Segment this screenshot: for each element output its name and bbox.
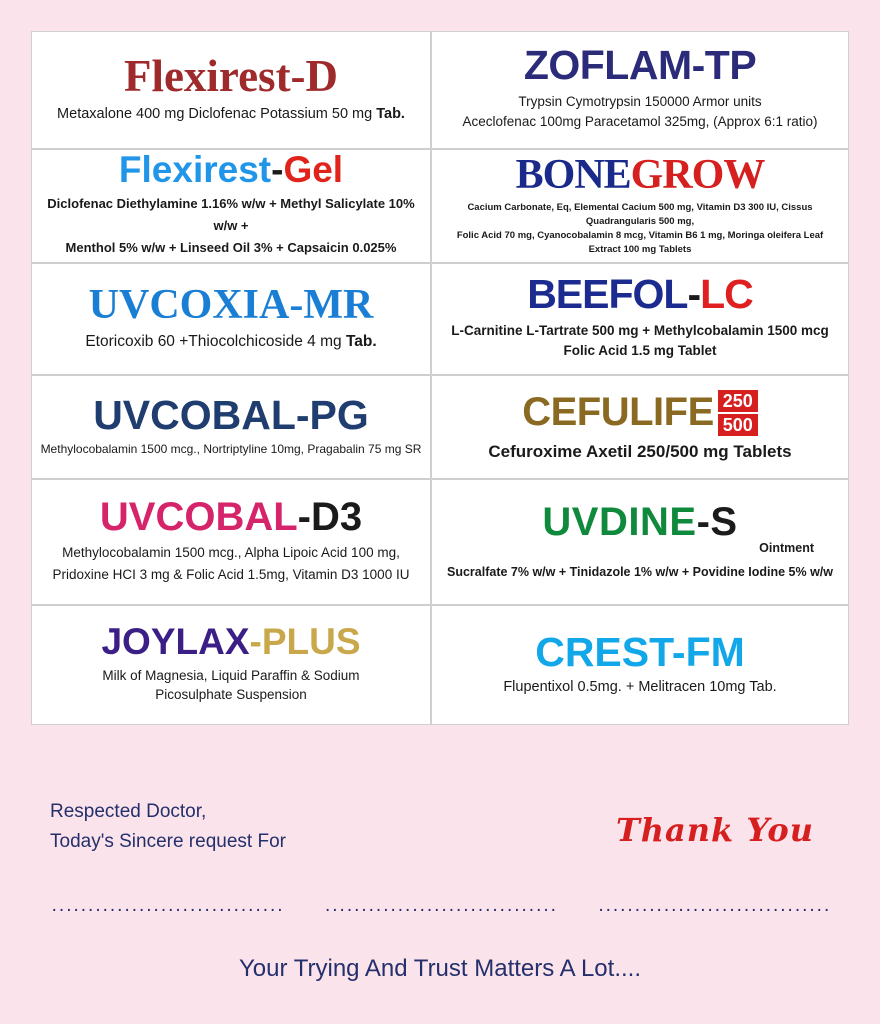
salutation-line-1: Respected Doctor, <box>50 801 207 822</box>
composition-line-2: Aceclofenac 100mg Paracetamol 325mg, (Approx 6:1 ratio) <box>462 114 818 130</box>
product-composition <box>85 332 376 351</box>
product-composition: Sucralfate 7% w/w + Tinidazole 1% w/w + Povidine Iodine 5% w/w <box>447 564 833 579</box>
strength-badge-bottom: 500 <box>718 414 758 436</box>
product-card-uvcobal-d3 <box>31 479 431 605</box>
signature-line-3[interactable]: ................................ <box>598 895 832 916</box>
signature-line-2[interactable]: ................................ <box>324 895 558 916</box>
signature-lines <box>0 895 880 917</box>
brand-part-3: Gel <box>283 148 344 190</box>
composition-line-2: Folic Acid 70 mg, Cyanocobalamin 8 mcg, Vitamin B6 1 mg, Moringa oleifera Leaf Extract 100 mg Tablets <box>456 229 824 255</box>
brand-part-3: LC <box>700 271 753 318</box>
product-card-flexirest-d <box>31 31 431 149</box>
product-brand: Flexirest-D <box>123 51 339 102</box>
product-composition <box>440 201 840 256</box>
brand-part-2: GROW <box>630 151 765 198</box>
brand-part-2: -PLUS <box>249 621 361 663</box>
product-composition <box>463 92 818 133</box>
brand-part-1: UVCOBAL <box>99 494 298 539</box>
composition-line-1: Milk of Magnesia, Liquid Paraffin & Sodium <box>102 667 360 683</box>
brand-part-2: - <box>687 271 701 318</box>
brand-part-1: JOYLAX <box>101 621 250 663</box>
product-brand: UVCOBAL-PG <box>93 392 369 439</box>
product-brand <box>542 499 738 544</box>
composition-form: Tab. <box>345 333 377 351</box>
composition-line-1: L-Carnitine L-Tartrate 500 mg + Methylcobalamin 1500 mcg <box>451 323 829 339</box>
composition-line-2: Picosulphate Suspension <box>155 687 307 703</box>
product-card-cefulife <box>431 375 849 479</box>
brand-part-1: UVDINE <box>542 499 697 544</box>
brand-part-1: BONE <box>515 151 631 198</box>
brand-part-1: BEEFOL <box>527 271 688 318</box>
thank-you-note: Thank You <box>615 811 814 849</box>
composition-line-1: Methylocobalamin 1500 mcg., Alpha Lipoic Acid 100 mg, <box>62 545 400 561</box>
product-card-joylax-plus <box>31 605 431 725</box>
salutation-line-2: Today's Sincere request For <box>50 831 286 853</box>
product-brand: ZOFLAM-TP <box>523 42 757 89</box>
product-grid <box>31 31 849 725</box>
composition-line-1: Diclofenac Diethylamine 1.16% w/w + Methyl Salicylate 10% w/w + <box>47 196 415 234</box>
footer <box>0 775 880 1024</box>
product-card-bonegrow <box>431 149 849 263</box>
product-dosage-form: Ointment <box>759 540 814 555</box>
product-card-crest-fm <box>431 605 849 725</box>
composition-line-2: Menthol 5% w/w + Linseed Oil 3% + Capsaicin 0.025% <box>65 240 397 256</box>
product-brand <box>101 623 360 661</box>
product-composition <box>451 321 829 362</box>
strength-badge <box>718 390 758 436</box>
composition-text: Metaxalone 400 mg Diclofenac Potassium 50 mg <box>57 106 377 123</box>
composition-form: Tab. <box>376 106 405 123</box>
product-card-uvcobal-pg <box>31 375 431 479</box>
product-brand: CEFULIFE <box>522 390 714 435</box>
product-composition <box>40 193 422 259</box>
brand-part-2: - <box>271 148 284 190</box>
product-brand <box>527 271 753 318</box>
product-brand: CREST-FM <box>535 628 745 675</box>
product-composition: Cefuroxime Axetil 250/500 mg Tablets <box>488 441 792 461</box>
product-card-beefol-lc <box>431 263 849 375</box>
product-card-uvcoxia-mr <box>31 263 431 375</box>
brand-part-2: -S <box>696 499 738 544</box>
product-composition: Flupentixol 0.5mg. + Melitracen 10mg Tab. <box>503 679 777 696</box>
tagline: Your Trying And Trust Matters A Lot.... <box>239 955 641 982</box>
composition-line-1: Cacium Carbonate, Eq, Elemental Cacium 500 mg, Vitamin D3 300 IU, Cissus Quadrangularis 500 mg, <box>467 202 813 228</box>
product-brand <box>99 494 363 539</box>
brand-part-2: -D3 <box>297 494 363 539</box>
product-brand: UVCOXIA-MR <box>88 282 374 329</box>
product-composition <box>102 666 359 705</box>
product-composition: Methylocobalamin 1500 mcg., Nortriptyline 10mg, Pragabalin 75 mg SR <box>40 441 422 456</box>
product-brand <box>515 151 765 198</box>
composition-line-2: Pridoxine HCI 3 mg & Folic Acid 1.5mg, Vitamin D3 1000 IU <box>52 566 410 582</box>
composition-line-2: Folic Acid 1.5 mg Tablet <box>563 343 717 359</box>
composition-line-1: Trypsin Cymotrypsin 150000 Armor units <box>518 94 762 110</box>
product-composition <box>57 105 405 123</box>
brand-row <box>522 390 758 436</box>
product-card-uvdine-s <box>431 479 849 605</box>
salutation <box>50 797 286 858</box>
strength-badge-top: 250 <box>718 390 758 412</box>
brand-part-1: Flexirest <box>118 148 272 190</box>
product-card-zoflam-tp <box>431 31 849 149</box>
product-card-flexirest-gel <box>31 149 431 263</box>
signature-line-1[interactable]: ................................ <box>51 895 285 916</box>
product-composition <box>53 542 410 585</box>
composition-text: Etoricoxib 60 +Thiocolchicoside 4 mg <box>85 333 346 351</box>
product-brand <box>118 148 344 190</box>
